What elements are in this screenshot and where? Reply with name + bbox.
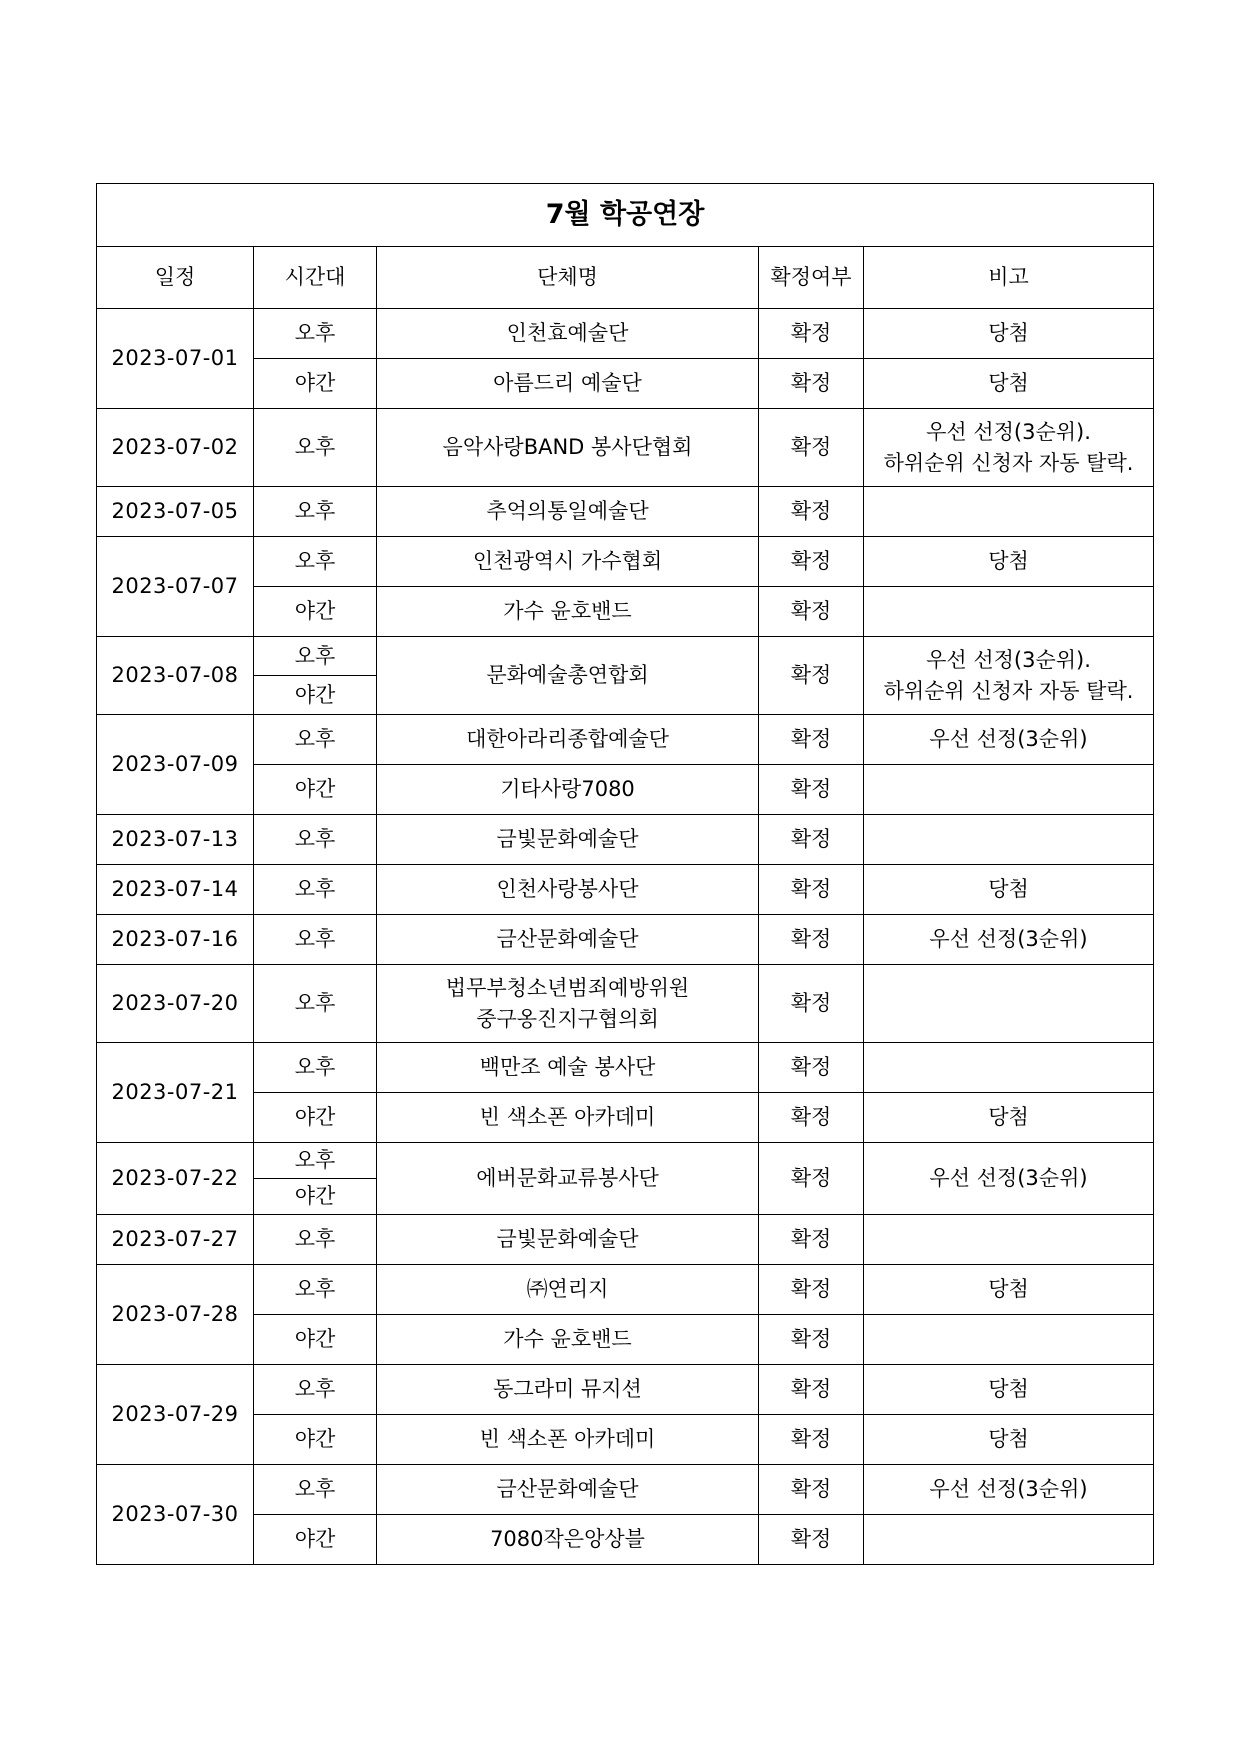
time-cell: 오후 [254, 815, 377, 865]
time-cell: 오후 [254, 537, 377, 587]
date-cell: 2023-07-30 [97, 1465, 254, 1565]
note-cell: 당첨 [864, 865, 1154, 915]
date-cell: 2023-07-05 [97, 487, 254, 537]
header-date: 일정 [97, 247, 254, 309]
status-cell: 확정 [759, 409, 864, 487]
note-cell [864, 487, 1154, 537]
time-cell: 오후 [254, 865, 377, 915]
time-cell: 오후 [254, 1215, 377, 1265]
status-cell: 확정 [759, 1415, 864, 1465]
status-cell: 확정 [759, 359, 864, 409]
table-row [97, 965, 1154, 1043]
group-cell: 가수 윤호밴드 [377, 1315, 759, 1365]
table-row [97, 1415, 1154, 1465]
status-cell: 확정 [759, 1093, 864, 1143]
time-cell: 오후 [254, 915, 377, 965]
time-cell: 야간 [254, 1515, 377, 1565]
note-cell: 우선 선정(3순위) [864, 1465, 1154, 1515]
group-cell: 백만조 예술 봉사단 [377, 1043, 759, 1093]
status-cell: 확정 [759, 1515, 864, 1565]
table-row [97, 1315, 1154, 1365]
time-cell: 야간 [254, 359, 377, 409]
time-cell: 오후 [254, 1143, 377, 1179]
note-cell: 우선 선정(3순위) [864, 1143, 1154, 1215]
date-cell: 2023-07-27 [97, 1215, 254, 1265]
group-cell: 가수 윤호밴드 [377, 587, 759, 637]
note-cell: 우선 선정(3순위) [864, 715, 1154, 765]
time-cell: 야간 [254, 1093, 377, 1143]
status-cell: 확정 [759, 587, 864, 637]
group-cell: 인천광역시 가수협회 [377, 537, 759, 587]
time-cell: 오후 [254, 309, 377, 359]
table-row [97, 865, 1154, 915]
note-cell [864, 1043, 1154, 1093]
date-cell: 2023-07-08 [97, 637, 254, 715]
note-cell [864, 587, 1154, 637]
time-cell: 오후 [254, 1365, 377, 1415]
note-cell: 우선 선정(3순위) [864, 915, 1154, 965]
table-row [97, 537, 1154, 587]
date-cell: 2023-07-20 [97, 965, 254, 1043]
time-cell: 야간 [254, 1415, 377, 1465]
table-row [97, 1515, 1154, 1565]
time-cell: 오후 [254, 409, 377, 487]
note-cell: 우선 선정(3순위). 하위순위 신청자 자동 탈락. [864, 409, 1154, 487]
group-cell: 기타사랑7080 [377, 765, 759, 815]
table-row [97, 1143, 1154, 1179]
table-row [97, 915, 1154, 965]
note-cell: 우선 선정(3순위). 하위순위 신청자 자동 탈락. [864, 637, 1154, 715]
time-cell: 오후 [254, 1265, 377, 1315]
table-row [97, 409, 1154, 487]
table-row [97, 765, 1154, 815]
table-row [97, 637, 1154, 676]
status-cell: 확정 [759, 1465, 864, 1515]
status-cell: 확정 [759, 487, 864, 537]
table-row [97, 1043, 1154, 1093]
status-cell: 확정 [759, 915, 864, 965]
status-cell: 확정 [759, 1215, 864, 1265]
group-cell: 금산문화예술단 [377, 915, 759, 965]
schedule-table [96, 183, 1154, 1565]
date-cell: 2023-07-01 [97, 309, 254, 409]
note-cell [864, 1215, 1154, 1265]
time-cell: 야간 [254, 676, 377, 715]
time-cell: 오후 [254, 1465, 377, 1515]
status-cell: 확정 [759, 815, 864, 865]
status-cell: 확정 [759, 1043, 864, 1093]
group-cell: 동그라미 뮤지션 [377, 1365, 759, 1415]
note-cell [864, 1515, 1154, 1565]
status-cell: 확정 [759, 715, 864, 765]
status-cell: 확정 [759, 965, 864, 1043]
group-cell: 인천효예술단 [377, 309, 759, 359]
date-cell: 2023-07-28 [97, 1265, 254, 1365]
status-cell: 확정 [759, 637, 864, 715]
note-cell: 당첨 [864, 537, 1154, 587]
note-cell: 당첨 [864, 1265, 1154, 1315]
date-cell: 2023-07-09 [97, 715, 254, 815]
note-cell [864, 965, 1154, 1043]
group-cell: 대한아라리종합예술단 [377, 715, 759, 765]
note-cell: 당첨 [864, 309, 1154, 359]
date-cell: 2023-07-21 [97, 1043, 254, 1143]
group-cell: 인천사랑봉사단 [377, 865, 759, 915]
note-cell: 당첨 [864, 1093, 1154, 1143]
time-cell: 야간 [254, 765, 377, 815]
group-cell: 추억의통일예술단 [377, 487, 759, 537]
status-cell: 확정 [759, 865, 864, 915]
table-title: 7월 학공연장 [97, 184, 1154, 247]
time-cell: 오후 [254, 637, 377, 676]
time-cell: 야간 [254, 587, 377, 637]
table-row [97, 1365, 1154, 1415]
header-group: 단체명 [377, 247, 759, 309]
header-status: 확정여부 [759, 247, 864, 309]
table-row [97, 1215, 1154, 1265]
time-cell: 야간 [254, 1179, 377, 1215]
group-cell: 금빛문화예술단 [377, 815, 759, 865]
date-cell: 2023-07-14 [97, 865, 254, 915]
time-cell: 오후 [254, 1043, 377, 1093]
note-cell [864, 765, 1154, 815]
group-cell: 문화예술총연합회 [377, 637, 759, 715]
status-cell: 확정 [759, 1265, 864, 1315]
table-row [97, 587, 1154, 637]
note-cell: 당첨 [864, 1415, 1154, 1465]
table-row [97, 1093, 1154, 1143]
table-row [97, 359, 1154, 409]
date-cell: 2023-07-13 [97, 815, 254, 865]
status-cell: 확정 [759, 537, 864, 587]
status-cell: 확정 [759, 1315, 864, 1365]
group-cell: 아름드리 예술단 [377, 359, 759, 409]
group-cell: 법무부청소년범죄예방위원 중구옹진지구협의회 [377, 965, 759, 1043]
table-row [97, 1265, 1154, 1315]
note-cell [864, 1315, 1154, 1365]
table-row [97, 715, 1154, 765]
table-row [97, 487, 1154, 537]
time-cell: 야간 [254, 1315, 377, 1365]
group-cell: 빈 색소폰 아카데미 [377, 1415, 759, 1465]
status-cell: 확정 [759, 1143, 864, 1215]
status-cell: 확정 [759, 309, 864, 359]
time-cell: 오후 [254, 965, 377, 1043]
table-row [97, 1465, 1154, 1515]
date-cell: 2023-07-02 [97, 409, 254, 487]
time-cell: 오후 [254, 487, 377, 537]
header-note: 비고 [864, 247, 1154, 309]
header-time: 시간대 [254, 247, 377, 309]
date-cell: 2023-07-07 [97, 537, 254, 637]
group-cell: 7080작은앙상블 [377, 1515, 759, 1565]
group-cell: 금산문화예술단 [377, 1465, 759, 1515]
note-cell [864, 815, 1154, 865]
group-cell: 에버문화교류봉사단 [377, 1143, 759, 1215]
date-cell: 2023-07-29 [97, 1365, 254, 1465]
status-cell: 확정 [759, 1365, 864, 1415]
status-cell: 확정 [759, 765, 864, 815]
group-cell: 음악사랑BAND 봉사단협회 [377, 409, 759, 487]
date-cell: 2023-07-16 [97, 915, 254, 965]
date-cell: 2023-07-22 [97, 1143, 254, 1215]
group-cell: 빈 색소폰 아카데미 [377, 1093, 759, 1143]
table-row [97, 309, 1154, 359]
group-cell: 금빛문화예술단 [377, 1215, 759, 1265]
note-cell: 당첨 [864, 359, 1154, 409]
time-cell: 오후 [254, 715, 377, 765]
note-cell: 당첨 [864, 1365, 1154, 1415]
group-cell: ㈜연리지 [377, 1265, 759, 1315]
table-row [97, 815, 1154, 865]
